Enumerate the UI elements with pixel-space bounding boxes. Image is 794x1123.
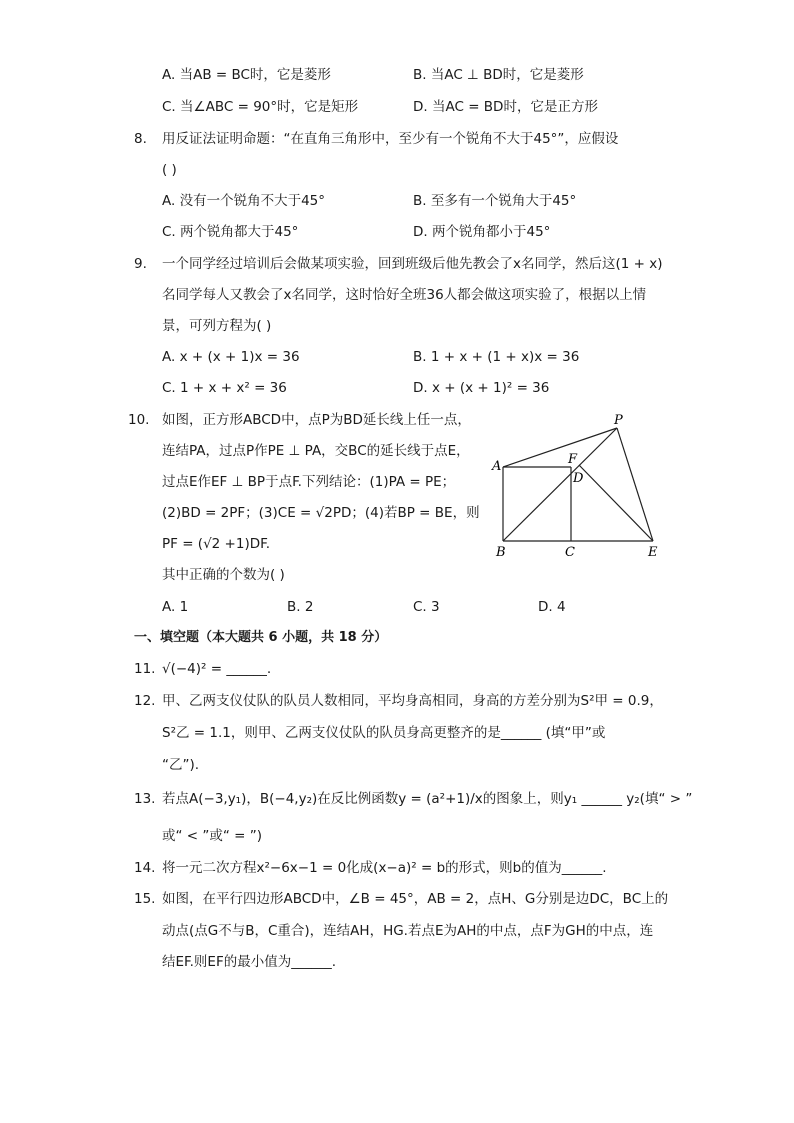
q10-text-line3: 过点E作EF ⊥ BP于点F.下列结论：(1)PA = PE； xyxy=(162,474,456,490)
q10-text-line4: (2)BD = 2PF；(3)CE = √2PD；(4)若BP = BE，则 xyxy=(162,505,480,521)
q14-number: 14. xyxy=(134,860,156,876)
q11-number: 11. xyxy=(134,661,156,677)
q15-text-line3: 结EF.则EF的最小值为______. xyxy=(162,954,337,970)
label-b: B xyxy=(496,545,506,560)
label-c: C xyxy=(565,545,575,560)
q10-option-a: A. 1 xyxy=(162,599,189,615)
segment-bp xyxy=(503,428,617,541)
q8-option-d: D. 两个锐角都小于45° xyxy=(413,224,551,240)
label-p: P xyxy=(614,413,623,428)
q9-option-c: C. 1 + x + x² = 36 xyxy=(162,380,287,396)
label-d: D xyxy=(573,471,584,486)
segment-pa xyxy=(503,428,617,467)
q12-number: 12. xyxy=(134,693,156,709)
q13-text-line1: 若点A(−3,y₁)，B(−4,y₂)在反比例函数y = (a²+1)/x的图象上，则y₁ ______ y₂(填“ > ” xyxy=(162,791,693,807)
q9-option-d: D. x + (x + 1)² = 36 xyxy=(413,380,550,396)
segment-ef xyxy=(579,465,653,541)
q15-text-line1: 如图，在平行四边形ABCD中，∠B = 45°，AB = 2，点H、G分别是边DC，BC上的 xyxy=(162,891,669,907)
q10-text-line2: 连结PA，过点P作PE ⊥ PA，交BC的延长线于点E， xyxy=(162,443,470,459)
q12-text-line1: 甲、乙两支仪仗队的队员人数相同，平均身高相同，身高的方差分别为S²甲 = 0.9， xyxy=(162,693,663,709)
label-a: A xyxy=(492,459,502,474)
q8-text-line1: 用反证法证明命题：“在直角三角形中，至少有一个锐角不大于45°”，应假设 xyxy=(162,131,619,147)
q10-text-line6: 其中正确的个数为( ) xyxy=(162,567,285,583)
q7-option-b: B. 当AC ⊥ BD时，它是菱形 xyxy=(413,67,584,83)
q7-option-c: C. 当∠ABC = 90°时，它是矩形 xyxy=(162,99,359,115)
q10-option-b: B. 2 xyxy=(287,599,314,615)
q13-number: 13. xyxy=(134,791,156,807)
q15-text-line2: 动点(点G不与B，C重合)，连结AH，HG.若点E为AH的中点，点F为GH的中点，连 xyxy=(162,923,654,939)
q8-option-c: C. 两个锐角都大于45° xyxy=(162,224,299,240)
q14-text: 将一元二次方程x²−6x−1 = 0化成(x−a)² = b的形式，则b的值为______. xyxy=(162,860,607,876)
q7-option-d: D. 当AC = BD时，它是正方形 xyxy=(413,99,598,115)
segment-pe xyxy=(617,428,653,541)
q9-number: 9. xyxy=(134,256,147,272)
q10-geometry-figure xyxy=(490,410,670,562)
q7-option-a: A. 当AB = BC时，它是菱形 xyxy=(162,67,331,83)
q8-option-b: B. 至多有一个锐角大于45° xyxy=(413,193,577,209)
q10-text-line1: 如图，正方形ABCD中，点P为BD延长线上任一点， xyxy=(162,412,471,428)
q9-text-line3: 景，可列方程为( ) xyxy=(162,318,272,334)
q9-text-line1: 一个同学经过培训后会做某项实验，回到班级后他先教会了x名同学，然后这(1 + x) xyxy=(162,256,663,272)
q9-text-line2: 名同学每人又教会了x名同学，这时恰好全班36人都会做这项实验了，根据以上情 xyxy=(162,287,647,303)
q12-text-line3: “乙”). xyxy=(162,757,200,773)
q9-option-b: B. 1 + x + (1 + x)x = 36 xyxy=(413,349,580,365)
q8-option-a: A. 没有一个锐角不大于45° xyxy=(162,193,326,209)
q10-option-c: C. 3 xyxy=(413,599,440,615)
q10-text-line5: PF = (√2 +1)DF. xyxy=(162,536,270,552)
q12-text-line2: S²乙 = 1.1，则甲、乙两支仪仗队的队员身高更整齐的是______ (填“甲”或 xyxy=(162,725,606,741)
label-f: F xyxy=(568,452,578,467)
q10-number: 10. xyxy=(128,412,150,428)
q15-number: 15. xyxy=(134,891,156,907)
q8-text-line2: ( ) xyxy=(162,162,177,178)
section-title: 一、填空题（本大题共 6 小题，共 18 分） xyxy=(134,630,388,645)
q11-text: √(−4)² = ______. xyxy=(162,661,272,677)
q13-text-line2: 或“ < ”或“ = ”) xyxy=(162,828,263,844)
q8-number: 8. xyxy=(134,131,147,147)
q10-option-d: D. 4 xyxy=(538,599,566,615)
label-e: E xyxy=(648,545,658,560)
q9-option-a: A. x + (x + 1)x = 36 xyxy=(162,349,300,365)
